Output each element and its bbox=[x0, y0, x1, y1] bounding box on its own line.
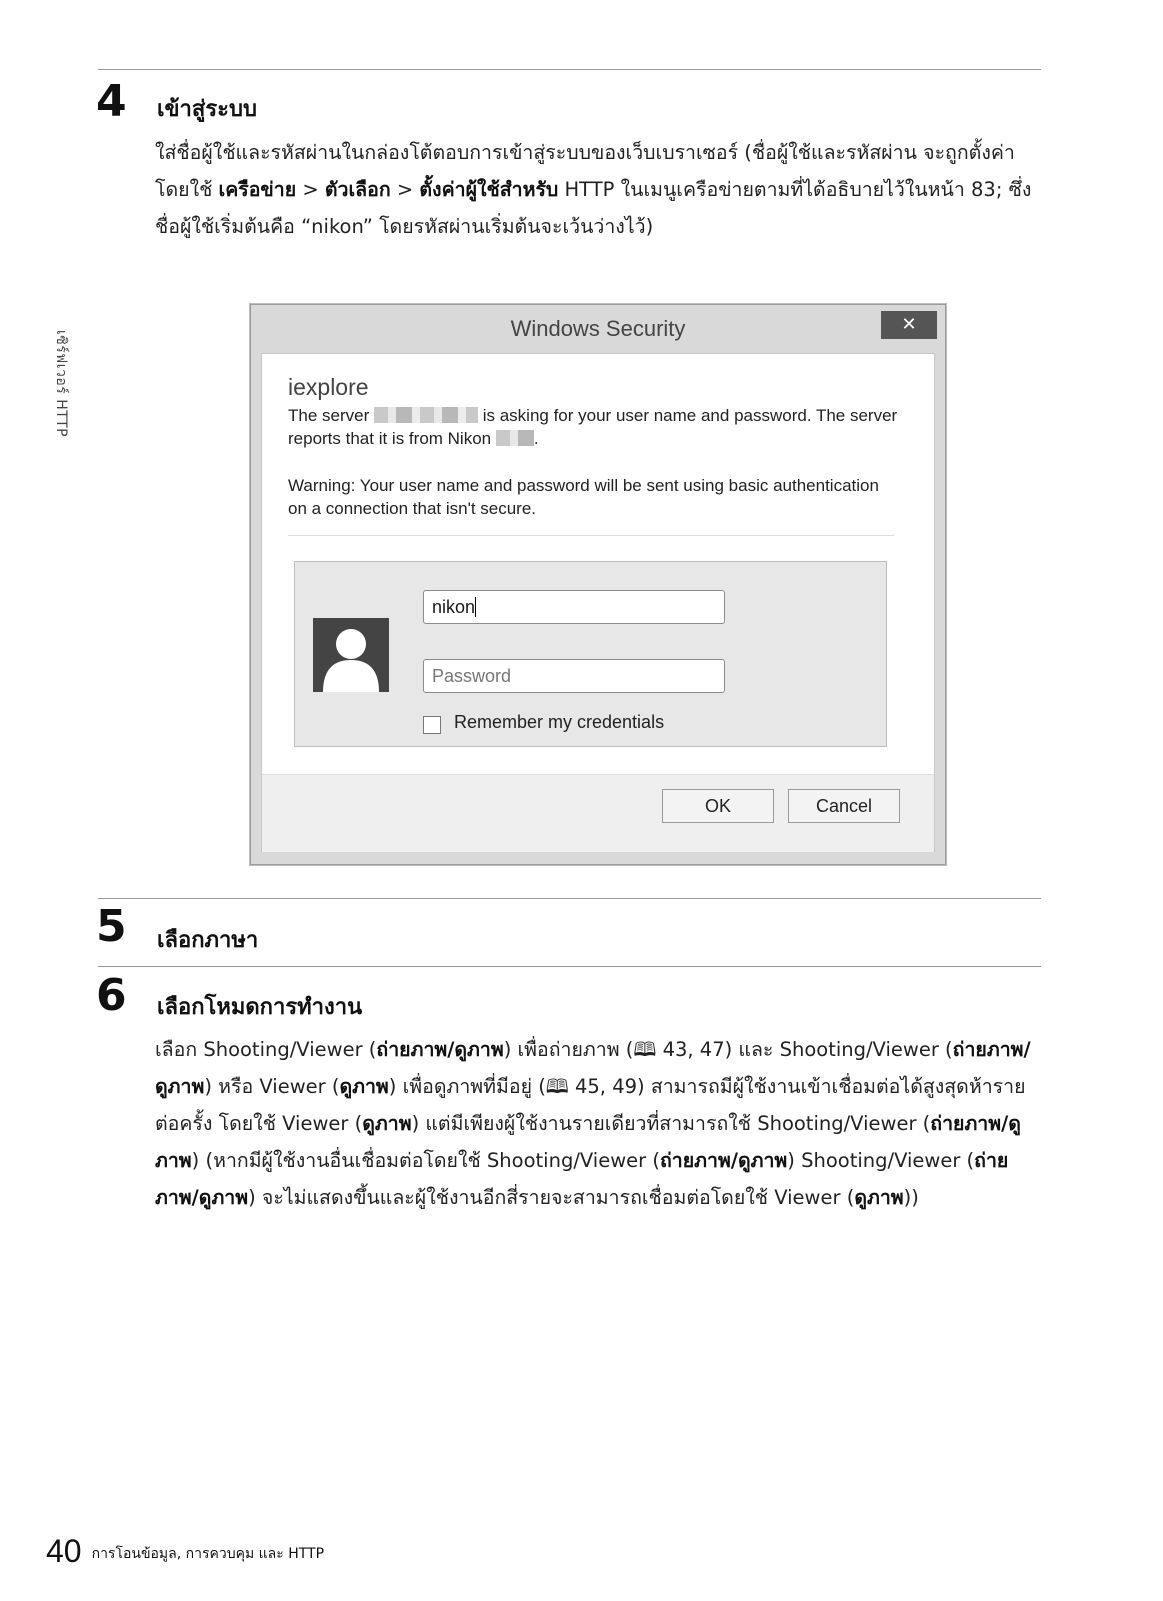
body-text: ) เพื่อถ่ายภาพ (🕮 43, 47) และ Shooting/Viewer ( bbox=[503, 1038, 953, 1061]
message-part-a: The server bbox=[288, 406, 370, 425]
menu-term: เครือข่าย bbox=[218, 178, 297, 201]
menu-term: ถ่ายภาพ/ดูภาพ bbox=[155, 1149, 1009, 1209]
redacted-server-name bbox=[496, 430, 534, 446]
body-text: )) bbox=[903, 1186, 919, 1209]
menu-term: ถ่ายภาพ/ดูภาพ bbox=[155, 1112, 1021, 1172]
step-number-4: 4 bbox=[96, 76, 127, 127]
dialog-button-bar bbox=[262, 774, 934, 852]
footer-section-title: การโอนข้อมูล, การควบคุม และ HTTP bbox=[91, 1546, 325, 1562]
dialog-app-name: iexplore bbox=[288, 374, 369, 400]
step-6-body bbox=[155, 1031, 1035, 1216]
divider-top bbox=[98, 69, 1041, 70]
step-number-5: 5 bbox=[96, 901, 127, 952]
page-footer bbox=[46, 1533, 324, 1570]
message-part-b: is asking for your user name and password. The server reports that it is from Nikon bbox=[288, 406, 898, 448]
dialog-body bbox=[261, 353, 935, 852]
menu-term: ถ่ายภาพ/ดูภาพ bbox=[376, 1038, 504, 1061]
menu-term: ดูภาพ bbox=[854, 1186, 904, 1209]
menu-term: ถ่ายภาพ/ดูภาพ bbox=[155, 1038, 1031, 1098]
step-title-language: เลือกภาษา bbox=[157, 928, 259, 953]
step-number-6: 6 bbox=[96, 970, 127, 1021]
dialog-warning: Warning: Your user name and password will be sent using basic authentication on a connection that isn't secure. bbox=[288, 476, 879, 518]
username-input[interactable] bbox=[423, 590, 725, 624]
body-text: ) หรือ Viewer ( bbox=[204, 1075, 340, 1098]
body-text: ) เพื่อดูภาพที่มีอยู่ (🕮 45, 49) สามารถมีผู้ใช้งานเข้าเชื่อมต่อได้สูงสุดห้ารายต่อครั้ง โดยใช้ Viewer ( bbox=[155, 1075, 1026, 1135]
user-avatar-icon bbox=[313, 618, 389, 692]
dialog-separator bbox=[288, 535, 894, 536]
page-number: 40 bbox=[46, 1533, 82, 1569]
menu-term: ดูภาพ bbox=[339, 1075, 389, 1098]
divider-step-5 bbox=[98, 898, 1041, 899]
cancel-button[interactable]: Cancel bbox=[788, 789, 900, 823]
body-text: ) แต่มีเพียงผู้ใช้งานรายเดียวที่สามารถใช้ Shooting/Viewer ( bbox=[411, 1112, 931, 1135]
credentials-panel bbox=[294, 561, 887, 747]
ok-button[interactable]: OK bbox=[662, 789, 774, 823]
menu-term: ตัวเลือก bbox=[324, 178, 391, 201]
section-side-tab: เซิร์ฟเวอร์ HTTP bbox=[53, 330, 69, 438]
remember-credentials-label[interactable]: Remember my credentials bbox=[454, 712, 665, 732]
dialog-message bbox=[288, 404, 898, 450]
menu-term: ดูภาพ bbox=[362, 1112, 412, 1135]
redacted-server-address bbox=[374, 407, 478, 423]
body-text: ) Shooting/Viewer ( bbox=[787, 1149, 975, 1172]
menu-term: ตั้งค่าผู้ใช้สำหรับ bbox=[419, 178, 559, 201]
remember-credentials-checkbox[interactable] bbox=[423, 716, 441, 734]
dialog-title: Windows Security bbox=[510, 316, 686, 341]
body-text: ) จะไม่แสดงขึ้นและผู้ใช้งานอีกสี่รายจะสามารถเชื่อมต่อโดยใช้ Viewer ( bbox=[248, 1186, 855, 1209]
step-title-login: เข้าสู่ระบบ bbox=[157, 97, 257, 122]
message-part-c: . bbox=[533, 429, 539, 448]
body-text: HTTP ในเมนูเครือข่ายตามที่ได้อธิบายไว้ในหน้า 83; ซึ่งชื่อผู้ใช้เริ่มต้นคือ “nikon” โดยรหัสผ่านเริ่มต้นจะเว้นว่างไว้) bbox=[155, 178, 1032, 238]
body-text: เลือก Shooting/Viewer ( bbox=[155, 1038, 377, 1061]
menu-term: ถ่ายภาพ/ดูภาพ bbox=[660, 1149, 788, 1172]
step-4-body bbox=[155, 134, 1035, 245]
step-title-mode: เลือกโหมดการทำงาน bbox=[157, 995, 363, 1020]
body-text: > bbox=[390, 178, 420, 201]
windows-security-dialog bbox=[250, 304, 946, 865]
body-text: ) (หากมีผู้ใช้งานอื่นเชื่อมต่อโดยใช้ Shooting/Viewer ( bbox=[191, 1149, 660, 1172]
close-icon[interactable]: ✕ bbox=[881, 311, 937, 339]
username-value: nikon bbox=[432, 597, 476, 617]
body-text: > bbox=[296, 178, 325, 201]
text-caret bbox=[475, 597, 476, 617]
divider-step-6 bbox=[98, 966, 1041, 967]
body-text: ใส่ชื่อผู้ใช้และรหัสผ่านในกล่องโต้ตอบการเข้าสู่ระบบของเว็บเบราเซอร์ (ชื่อผู้ใช้และรหัสผ่าน จะถูกตั้งค่าโดยใช้ bbox=[155, 141, 1015, 201]
password-input[interactable]: Password bbox=[423, 659, 725, 693]
